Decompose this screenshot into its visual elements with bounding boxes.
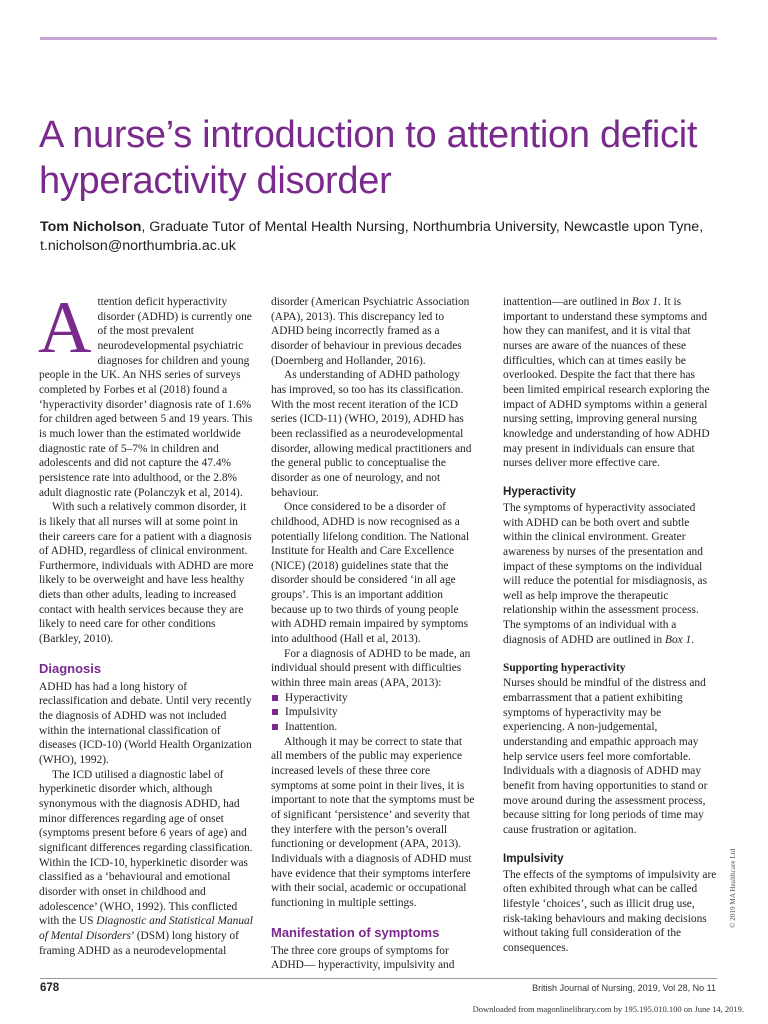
top-rule bbox=[40, 37, 717, 40]
list-item: Impulsivity bbox=[271, 705, 476, 720]
bullet-square-icon bbox=[272, 695, 278, 701]
paragraph: With such a relatively common disorder, it is likely that all nurses will at some point in their careers care for a patient with a diagnosis of ADHD, regardless of clinical environment. Furthermore, individuals with ADHD are more likely to be overweight and have less healthy diets than other adults, leading to increased contact with health services because they are likely to need care for other conditions (Barkley, 2010). bbox=[39, 501, 254, 646]
heading-hyperactivity: Hyperactivity bbox=[503, 484, 576, 498]
symptom-list bbox=[271, 691, 476, 735]
paragraph: The three core groups of symptoms for ADHD— hyperactivity, impulsivity and bbox=[271, 944, 455, 972]
copyright-note: © 2019 MA Healthcare Ltd bbox=[729, 848, 737, 928]
column-2 bbox=[271, 295, 476, 973]
heading-supporting-hyperactivity: Supporting hyperactivity bbox=[503, 662, 626, 675]
paragraph: Once considered to be a disorder of childhood, ADHD is now recognised as a potentially lifelong condition. The National Institute for Health and Care Excellence (NICE) (2018) guidelines state that the disorder should be considered ‘in all age groups’. This is an important addition because up to two thirds of young people with ADHD remain impaired by symptoms into adulthood (Hall et al, 2013). bbox=[271, 501, 470, 646]
bullet-square-icon bbox=[272, 724, 278, 730]
list-item: Inattention. bbox=[271, 720, 476, 735]
author-block bbox=[40, 218, 730, 256]
page-number: 678 bbox=[40, 982, 60, 994]
author-affiliation: , Graduate Tutor of Mental Health Nursing, Northumbria University, Newcastle upon Tyne, bbox=[141, 219, 704, 235]
paragraph: inattention—are outlined in Box 1. It is important to understand these symptoms and how they can manifest, and it is vital that nurses are aware of the nuances of these difficulties, which can at times easily be overlooked. Despite the fact that there has been limited empirical research exploring the impact of ADHD symptoms within a general nursing setting, improving general nursing knowledge and understanding of how ADHD may present in individuals can ensure that nurses deliver more effective care. bbox=[503, 296, 710, 470]
heading-diagnosis: Diagnosis bbox=[39, 660, 102, 676]
bullet-square-icon bbox=[272, 709, 278, 715]
footer-rule bbox=[40, 978, 717, 979]
paragraph: For a diagnosis of ADHD to be made, an individual should present with difficulties within three main areas (APA, 2013): bbox=[271, 647, 471, 690]
heading-impulsivity: Impulsivity bbox=[503, 851, 564, 865]
paragraph: Nurses should be mindful of the distress and embarrassment that a patient exhibiting symptoms of hyperactivity may be experiencing. A non-judgemental, understanding and empathic approach may help service users feel more comfortable. Individuals with a diagnosis of ADHD may benefit from having opportunities to stand or move around during the assessment process, because sitting for long periods of time may cause frustration or agitation. bbox=[503, 677, 708, 836]
paragraph: ADHD has had a long history of reclassification and debate. Until very recently the diagnosis of ADHD was not included within the international classification of diseases (ICD-10) (World Health Organization (WHO), 1992). bbox=[39, 680, 252, 767]
paragraph: Although it may be correct to state that all members of the public may experience increased levels of these three core symptoms at some point in their lives, it is important to note that the symptoms must be of significant ‘persistence’ and severity that they interfere with the person’s overall functioning or development (APA, 2013). Individuals with a diagnosis of ADHD must have evidence that their symptoms interfere with their social, academic or occupational functioning in multiple settings. bbox=[271, 735, 475, 909]
column-1 bbox=[38, 287, 255, 958]
paragraph: The symptoms of hyperactivity associated with ADHD can be both overt and subtle within the clinical environment. Greater awareness by nurses of the presentation and impact of these symptoms on the individual will reduce the potential for misdiagnosis, as well as help improve the therapeutic relationship within the assessment process. The symptoms of an individual with a diagnosis of ADHD are outlined in Box 1. bbox=[503, 501, 708, 646]
paragraph: The effects of the symptoms of impulsivity are often exhibited through what can be called lifestyle ‘choices’, such as illicit drug use, risk-taking behaviours and making decisions without taking full consideration of the consequences. bbox=[503, 868, 717, 954]
article-title: A nurse’s introduction to attention deficit hyperactivity disorder bbox=[39, 114, 698, 202]
download-notice: Downloaded from magonlinelibrary.com by 195.195.010.100 on June 14, 2019. bbox=[472, 1004, 744, 1014]
drop-cap: A bbox=[38, 287, 92, 369]
paragraph: disorder (American Psychiatric Association (APA), 2013). This discrepancy led to ADHD being incorrectly framed as a disorder of behaviour in previous decades (Doernberg and Hollander, 2016). bbox=[271, 296, 470, 367]
paragraph: The ICD utilised a diagnostic label of hyperkinetic disorder which, although synonymous with the diagnosis ADHD, had minor differences regarding age of onset (symptoms present before 6 years of age) and significant differences regarding classification. Within the ICD-10, hyperkinetic disorder was classified as a ‘behavioural and emotional disorder with onset in childhood and adolescence’ (WHO, 1992). This conflicted with the US Diagnostic and Statistical Manual of Mental Disorders’ (DSM) long history of framing ADHD as a neurodevelopmental bbox=[39, 768, 253, 957]
journal-citation: British Journal of Nursing, 2019, Vol 28, No 11 bbox=[532, 983, 716, 993]
heading-manifestation: Manifestation of symptoms bbox=[271, 924, 440, 940]
column-3 bbox=[503, 295, 717, 956]
author-name: Tom Nicholson bbox=[40, 219, 142, 235]
intro-paragraph: Attention deficit hyperactivity disorder (ADHD) is currently one of the most prevalent neurodevelopmental psychiatric diagnoses for children and young people in the UK. An NHS series of surveys completed by Forbes et al (2018) found a ‘hyperactivity disorder’ diagnosis rate of 1.6% for children aged between 5 and 19 years. This is much lower than the estimated worldwide diagnostic rate of 5–7% in children and adolescents and did not capture the 47.4% persistence rate into adulthood, or the 2.8% adult diagnostic rate (Polanczyk et al, 2014). bbox=[38, 287, 253, 499]
list-item: Hyperactivity bbox=[271, 691, 476, 706]
author-email[interactable]: t.nicholson@northumbria.ac.uk bbox=[40, 238, 236, 254]
paragraph: As understanding of ADHD pathology has improved, so too has its classification. With the most recent iteration of the ICD series (ICD-11) (WHO, 2019), ADHD has been reclassified as a neurodevelopmental disorder, allowing medical practitioners and the general public to conceptualise the disorder as one of neurology, and not behaviour. bbox=[271, 369, 472, 499]
